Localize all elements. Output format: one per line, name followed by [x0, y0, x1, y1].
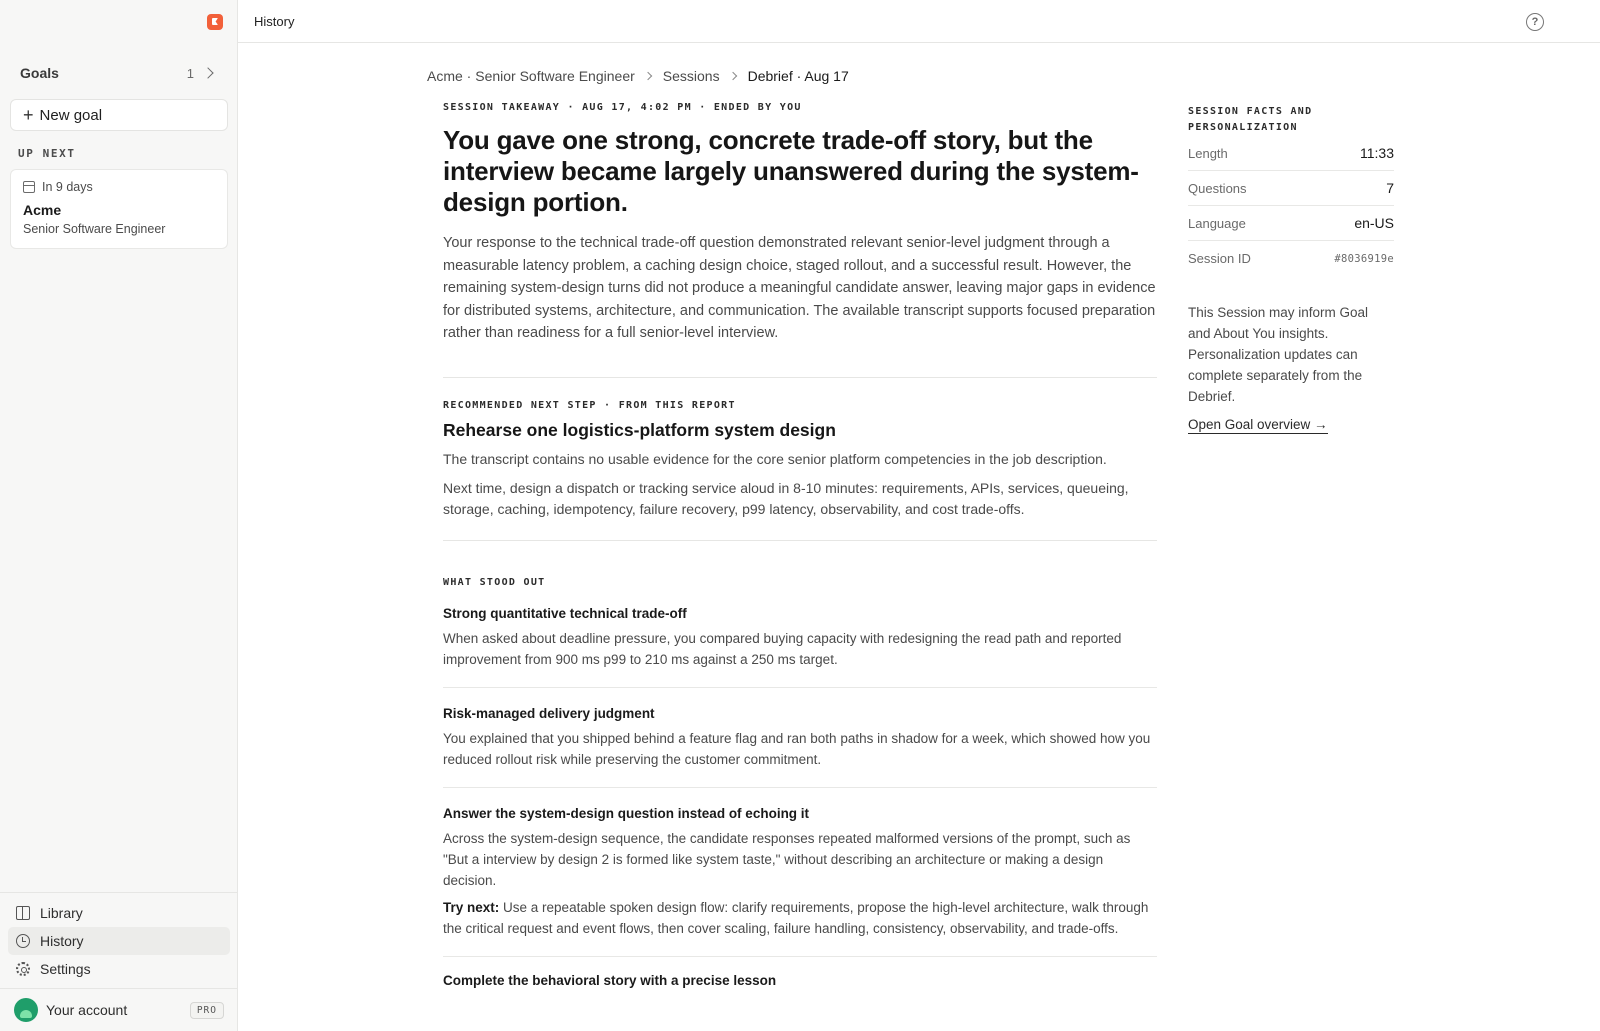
chevron-right-icon — [728, 72, 736, 80]
plus-icon: + — [23, 105, 34, 125]
new-goal-label: New goal — [39, 106, 103, 124]
breadcrumb-sessions-link[interactable]: Sessions — [662, 68, 720, 84]
stood-out-eyebrow: WHAT STOOD OUT — [443, 576, 546, 588]
card-company: Acme — [23, 202, 62, 218]
avatar — [14, 998, 38, 1022]
item-body: You explained that you shipped behind a feature flag and ran both paths in shadow for a week, which showed how you reduced rollout risk while preserving the customer commitment. — [443, 730, 1151, 767]
breadcrumb-goal-link[interactable]: Acme · Senior Software Engineer — [427, 68, 635, 84]
item-title: Complete the behavioral story with a precise lesson — [443, 972, 777, 988]
personalization-note: This Session may inform Goal and About You insights. Personalization updates can complete separately from the Debrief. — [1188, 305, 1369, 404]
fact-label: Questions — [1188, 180, 1247, 196]
list-item — [443, 788, 1157, 957]
fact-value: 7 — [1386, 180, 1394, 196]
new-goal-button[interactable] — [10, 99, 228, 131]
fact-row-session-id — [1188, 241, 1394, 276]
book-icon — [16, 906, 30, 920]
sidebar-top — [0, 0, 237, 43]
facts-title: SESSION FACTS AND PERSONALIZATION — [1188, 106, 1313, 133]
sidebar — [0, 0, 238, 1031]
try-next-text: Use a repeatable spoken design flow: clarify requirements, propose the high-level architecture, walk through the critical request and event flows, then cover scaling, failure handling, consistency, observability, and trade-offs. — [443, 899, 1149, 936]
try-next-label: Try next: — [443, 899, 500, 915]
fact-label: Length — [1188, 145, 1228, 161]
item-title: Answer the system-design question instead of echoing it — [443, 805, 810, 821]
sidebar-item-label: History — [40, 933, 84, 949]
pro-badge: PRO — [190, 1002, 224, 1019]
sidebar-item-label: Settings — [40, 961, 91, 977]
list-item — [443, 588, 1157, 688]
fact-row-length — [1188, 136, 1394, 171]
session-facts-panel — [1188, 104, 1394, 434]
list-item — [443, 688, 1157, 788]
fact-value: 11:33 — [1360, 145, 1394, 161]
goals-row[interactable] — [20, 64, 216, 82]
gear-icon — [16, 962, 30, 976]
fact-value: #8036919e — [1334, 252, 1394, 265]
goals-count: 1 — [186, 65, 194, 81]
chevron-right-icon — [644, 72, 652, 80]
app-logo-icon[interactable] — [207, 14, 223, 30]
takeaway-title: You gave one strong, concrete trade-off story, but the interview became largely unanswered during the system-design portion. — [443, 125, 1139, 217]
next-step-title: Rehearse one logistics-platform system design — [443, 419, 836, 440]
sidebar-item-settings[interactable] — [8, 955, 230, 983]
calendar-icon — [23, 181, 35, 193]
fact-row-questions — [1188, 171, 1394, 206]
try-next — [443, 897, 1157, 939]
page-title: History — [254, 13, 295, 29]
sidebar-item-library[interactable] — [8, 899, 230, 927]
open-goal-overview-link[interactable]: Open Goal overview → — [1188, 417, 1328, 432]
account-name: Your account — [46, 1002, 128, 1018]
goals-label: Goals — [20, 65, 59, 81]
card-role: Senior Software Engineer — [23, 222, 166, 236]
item-body: When asked about deadline pressure, you compared buying capacity with redesigning the read path and reported improvement from 900 ms p99 to 210 ms against a 250 ms target. — [443, 630, 1122, 667]
takeaway-eyebrow: SESSION TAKEAWAY · AUG 17, 4:02 PM · ENDED BY YOU — [443, 102, 802, 113]
fact-row-language — [1188, 206, 1394, 241]
item-title: Risk-managed delivery judgment — [443, 705, 655, 721]
session-takeaway — [443, 102, 1157, 345]
account-button[interactable] — [0, 988, 238, 1031]
up-next-card[interactable] — [10, 169, 228, 249]
sidebar-nav — [0, 892, 238, 983]
item-body: Across the system-design sequence, the candidate responses repeated malformed versions of the prompt, such as "But a interview by design 2 is formed like system taste," without describing an architecture or making a design decision. — [443, 830, 1131, 888]
takeaway-body: Your response to the technical trade-off question demonstrated relevant senior-level judgment through a measurable latency problem, a caching design choice, staged rollout, and a successful result. However, the remaining system-design turns did not produce a meaningful candidate answer, leaving major gaps in evidence for distributed systems, architecture, and communication. The available transcript supports focused preparation rather than readiness for a full senior-level interview. — [443, 235, 1156, 341]
list-item — [443, 957, 1157, 1005]
sidebar-item-label: Library — [40, 905, 83, 921]
next-step-eyebrow: RECOMMENDED NEXT STEP · FROM THIS REPORT — [443, 399, 736, 411]
what-stood-out — [443, 540, 1157, 1005]
breadcrumb — [427, 68, 849, 84]
clock-icon — [16, 934, 30, 948]
next-step-evidence: The transcript contains no usable evidence for the core senior platform competencies in the job description. — [443, 450, 1107, 467]
fact-label: Session ID — [1188, 251, 1251, 266]
item-title: Strong quantitative technical trade-off — [443, 605, 687, 621]
help-icon[interactable]: ? — [1526, 13, 1544, 31]
up-next-heading: UP NEXT — [18, 147, 76, 160]
debrief-content — [443, 102, 1157, 1005]
next-step-instructions: Next time, design a dispatch or tracking service aloud in 8-10 minutes: requirements, APIs, services, queueing, storage, caching, idempotency, failure recovery, p99 latency, observability, and cost trade-offs. — [443, 479, 1129, 517]
card-when-label: In 9 days — [42, 180, 93, 194]
fact-label: Language — [1188, 215, 1246, 231]
top-header — [238, 0, 1600, 43]
card-when — [23, 180, 215, 194]
recommended-next-step — [443, 377, 1157, 520]
chevron-right-icon[interactable] — [202, 67, 213, 78]
breadcrumb-current: Debrief · Aug 17 — [747, 68, 849, 84]
fact-value: en-US — [1354, 215, 1394, 231]
sidebar-item-history[interactable] — [8, 927, 230, 955]
